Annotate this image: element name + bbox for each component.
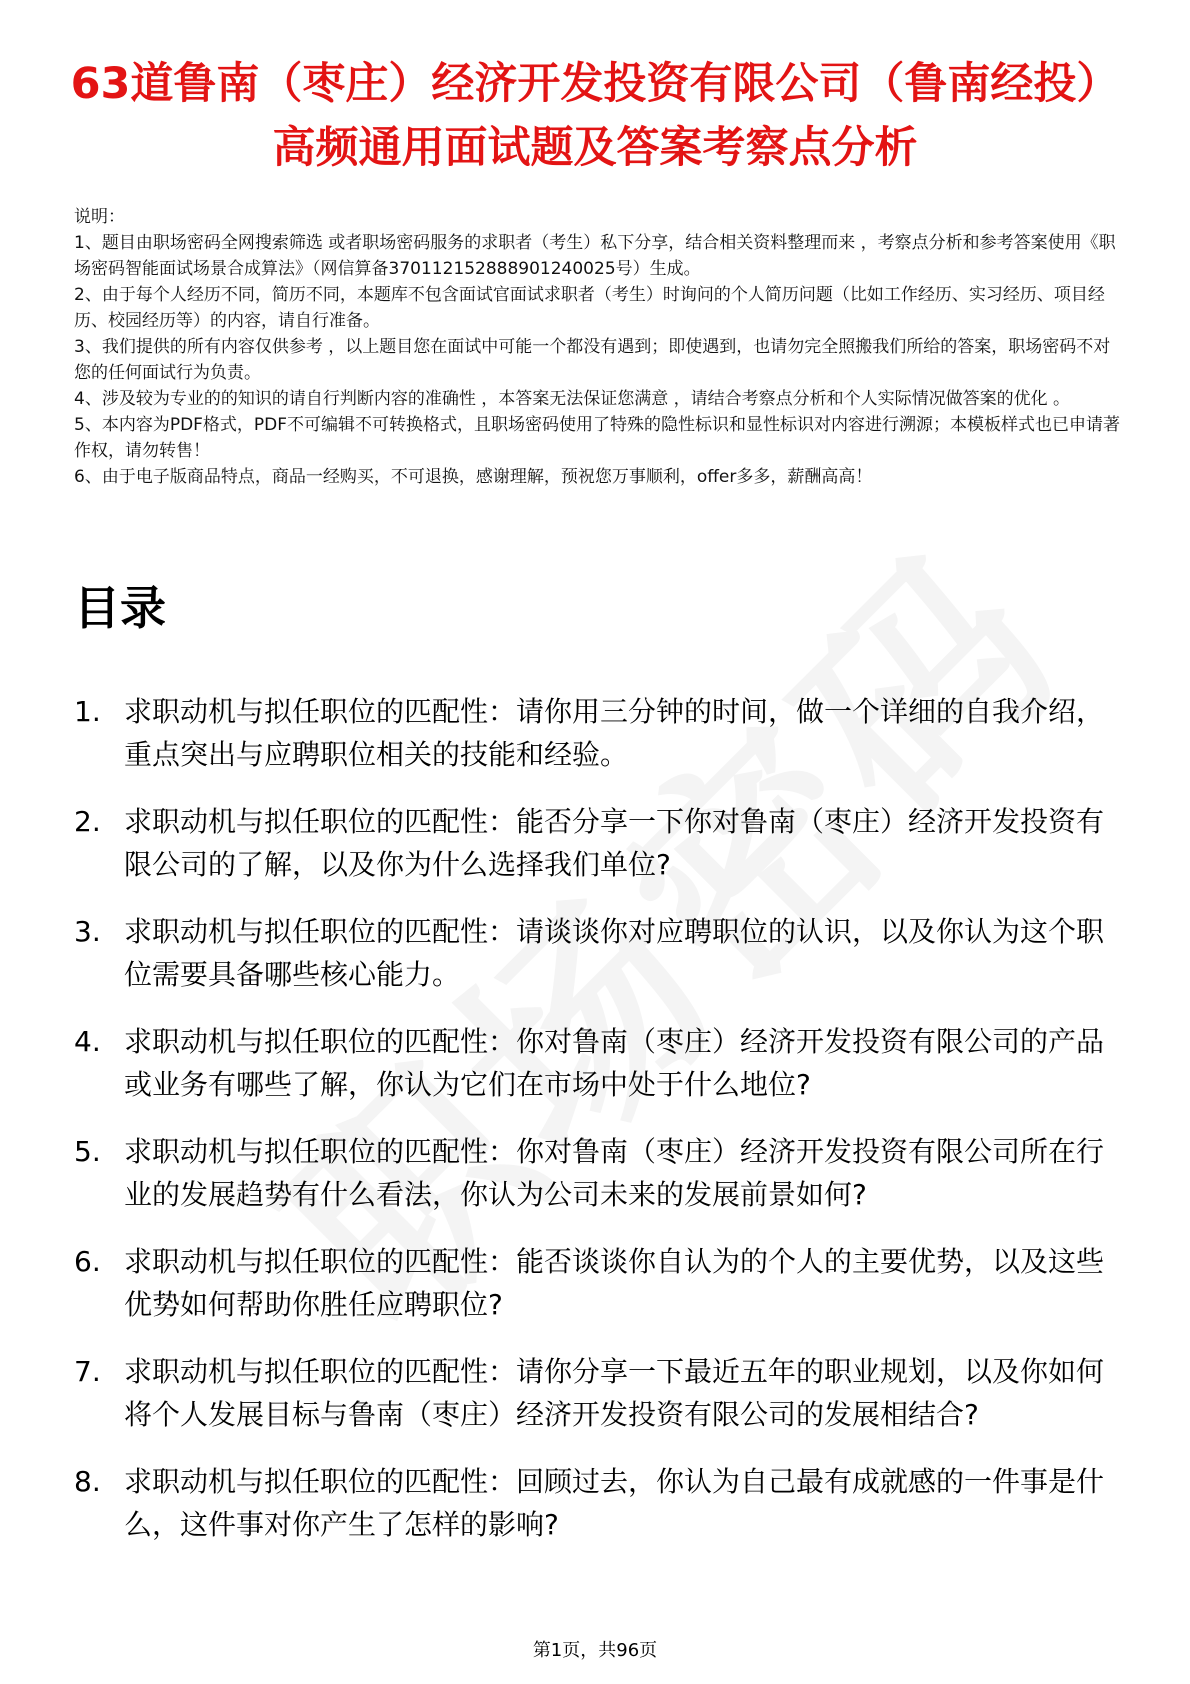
toc-item-number: 2. <box>74 805 101 838</box>
toc-item-text: 求职动机与拟任职位的匹配性：你对鲁南（枣庄）经济开发投资有限公司的产品或业务有哪些了解，你认为它们在市场中处于什么地位? <box>124 1025 1105 1101</box>
note-item: 1、题目由职场密码全网搜索筛选 或者职场密码服务的求职者（考生）私下分享，结合相关资料整理而来 ，考察点分析和参考答案使用《职场密码智能面试场景合成算法》（网信算备370112152888901240025号）生成。 <box>74 233 1116 279</box>
toc-item[interactable] <box>74 910 1114 996</box>
toc-item[interactable] <box>74 1240 1114 1326</box>
note-item: 4、涉及较为专业的的知识的请自行判断内容的准确性 ，本答案无法保证您满意 ，请结合考察点分析和个人实际情况做答案的优化 。 <box>74 389 1071 409</box>
note-item: 2、由于每个人经历不同，简历不同，本题库不包含面试官面试求职者（考生）时询问的个人简历问题（比如工作经历、实习经历、项目经历、校园经历等）的内容，请自行准备。 <box>74 285 1105 331</box>
toc-item-number: 4. <box>74 1025 101 1058</box>
toc-item-text: 求职动机与拟任职位的匹配性：回顾过去，你认为自己最有成就感的一件事是什么，这件事对你产生了怎样的影响? <box>124 1465 1105 1541</box>
toc-item[interactable] <box>74 1350 1114 1436</box>
toc-item[interactable] <box>74 1130 1114 1216</box>
notes-heading: 说明： <box>74 207 125 227</box>
toc-item-number: 5. <box>74 1135 101 1168</box>
note-item: 3、我们提供的所有内容仅供参考 ，以上题目您在面试中可能一个都没有遇到；即使遇到，也请勿完全照搬我们所给的答案，职场密码不对您的任何面试行为负责。 <box>74 337 1111 383</box>
toc-item-number: 3. <box>74 915 101 948</box>
toc-item-text: 求职动机与拟任职位的匹配性：请你用三分钟的时间，做一个详细的自我介绍，重点突出与应聘职位相关的技能和经验。 <box>124 695 1105 771</box>
toc-item[interactable] <box>74 1020 1114 1106</box>
toc-item-number: 8. <box>74 1465 101 1498</box>
toc-item-text: 求职动机与拟任职位的匹配性：请谈谈你对应聘职位的认识，以及你认为这个职位需要具备哪些核心能力。 <box>124 915 1105 991</box>
toc-item-number: 6. <box>74 1245 101 1278</box>
notes-section <box>74 204 1124 490</box>
toc-list <box>74 690 1114 1570</box>
note-item: 5、本内容为PDF格式，PDF不可编辑不可转换格式，且职场密码使用了特殊的隐性标识和显性标识对内容进行溯源；本模板样式也已申请著作权，请勿转售！ <box>74 415 1121 461</box>
note-item: 6、由于电子版商品特点，商品一经购买，不可退换，感谢理解，预祝您万事顺利，offer多多，薪酬高高！ <box>74 467 873 487</box>
document-title: 63道鲁南（枣庄）经济开发投资有限公司（鲁南经投）高频通用面试题及答案考察点分析 <box>70 59 1120 173</box>
toc-item-text: 求职动机与拟任职位的匹配性：能否谈谈你自认为的个人的主要优势，以及这些优势如何帮助你胜任应聘职位? <box>124 1245 1105 1321</box>
toc-item-text: 求职动机与拟任职位的匹配性：能否分享一下你对鲁南（枣庄）经济开发投资有限公司的了解，以及你为什么选择我们单位? <box>124 805 1105 881</box>
toc-item-text: 求职动机与拟任职位的匹配性：请你分享一下最近五年的职业规划，以及你如何将个人发展目标与鲁南（枣庄）经济开发投资有限公司的发展相结合? <box>124 1355 1105 1431</box>
toc-item[interactable] <box>74 800 1114 886</box>
toc-item[interactable] <box>74 690 1114 776</box>
toc-item[interactable] <box>74 1460 1114 1546</box>
toc-heading: 目录 <box>74 581 166 635</box>
toc-item-text: 求职动机与拟任职位的匹配性：你对鲁南（枣庄）经济开发投资有限公司所在行业的发展趋势有什么看法，你认为公司未来的发展前景如何? <box>124 1135 1105 1211</box>
toc-item-number: 7. <box>74 1355 101 1388</box>
page-footer: 第1页，共96页 <box>532 1640 658 1661</box>
toc-item-number: 1. <box>74 695 101 728</box>
